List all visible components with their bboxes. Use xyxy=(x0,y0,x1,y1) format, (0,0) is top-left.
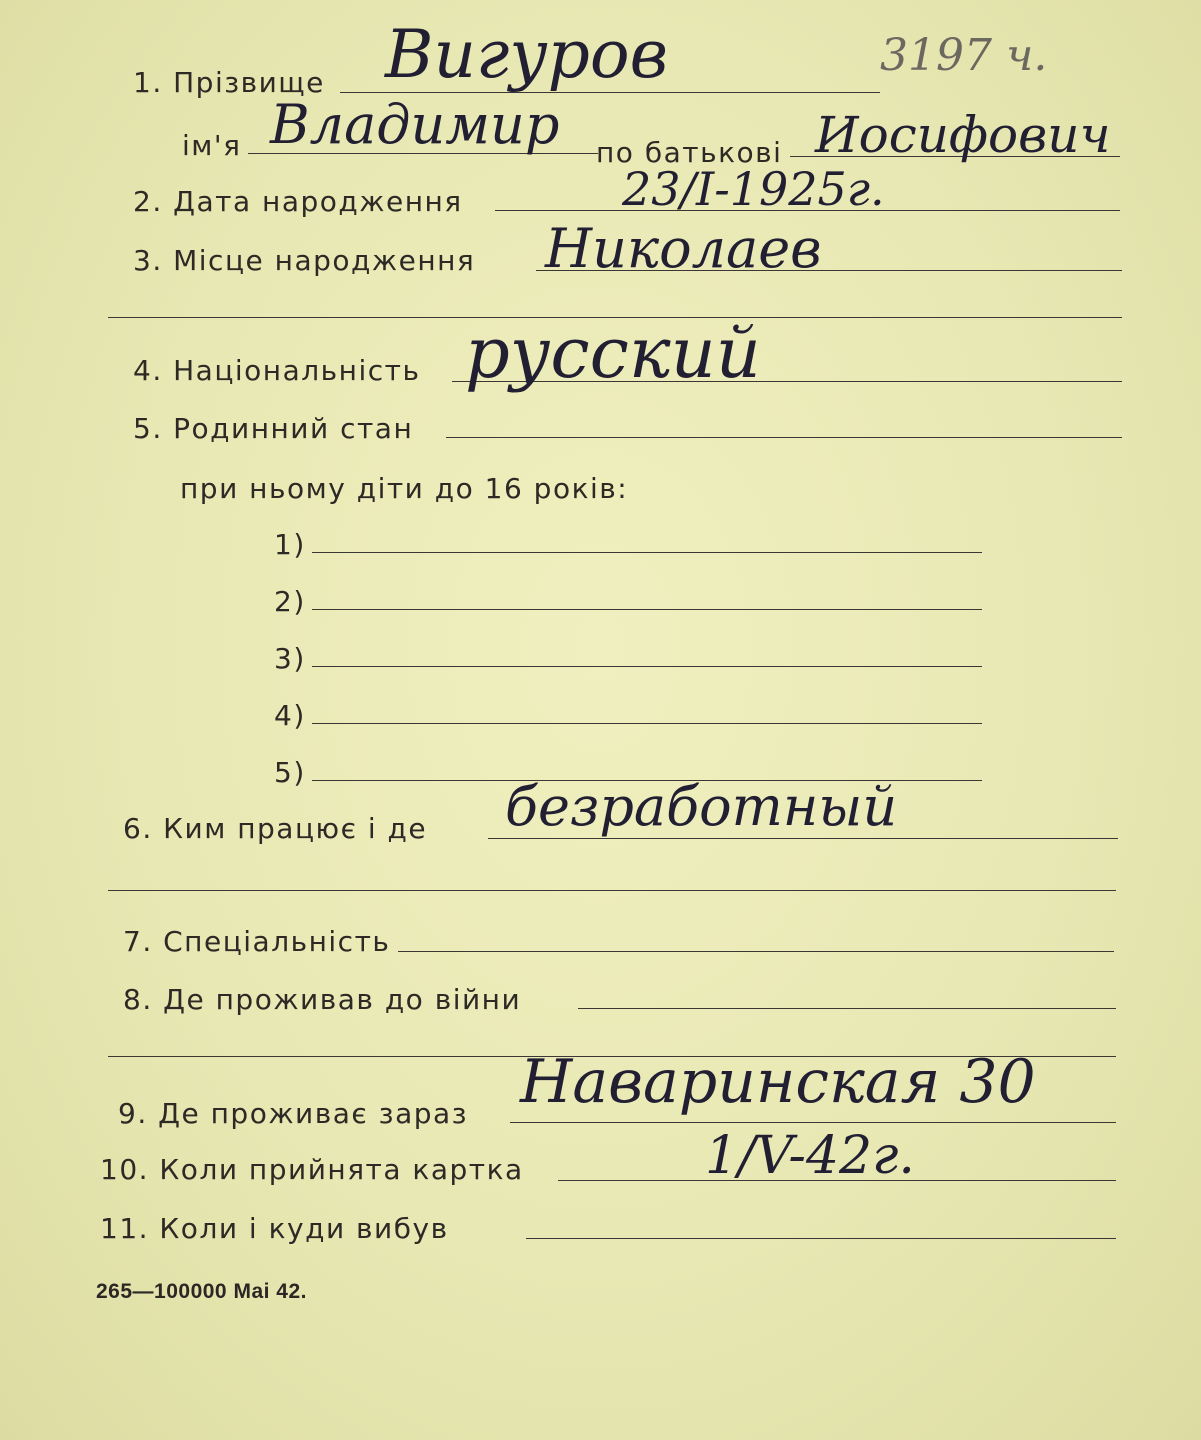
label-prewar-address: 8. Де проживав до війни xyxy=(123,983,522,1016)
label-surname: 1. Прізвище xyxy=(133,66,325,99)
handwritten-nationality: русский xyxy=(465,312,761,394)
line-departure xyxy=(526,1238,1116,1239)
label-child-3: 3) xyxy=(274,642,306,675)
handwritten-current-address: Наваринская 30 xyxy=(520,1047,1036,1117)
label-birth-date: 2. Дата народження xyxy=(133,185,463,218)
label-child-4: 4) xyxy=(274,699,306,732)
label-departure: 11. Коли і куди вибув xyxy=(100,1212,449,1245)
label-nationality: 4. Національність xyxy=(133,354,421,387)
label-family-status: 5. Родинний стан xyxy=(133,412,414,445)
line-child-1 xyxy=(312,552,982,553)
line-child-2 xyxy=(312,609,982,610)
line-work-2 xyxy=(108,890,1116,891)
handwritten-card-date: 1/V-42г. xyxy=(705,1126,915,1186)
label-work: 6. Ким працює і де xyxy=(123,812,428,845)
handwritten-archive-number: 3197 ч. xyxy=(880,30,1048,81)
handwritten-surname: Вигуров xyxy=(385,16,669,93)
line-work xyxy=(488,838,1118,839)
label-current-address: 9. Де проживає зараз xyxy=(118,1097,469,1130)
line-prewar-address xyxy=(578,1008,1116,1009)
label-name: ім'я xyxy=(182,129,242,162)
handwritten-birth-place: Николаев xyxy=(545,217,822,280)
label-child-1: 1) xyxy=(274,528,306,561)
printer-imprint: 265—100000 Mai 42. xyxy=(96,1280,307,1303)
label-birth-place: 3. Місце народження xyxy=(133,244,476,277)
label-child-5: 5) xyxy=(274,756,306,789)
line-child-3 xyxy=(312,666,982,667)
line-current-address xyxy=(510,1122,1116,1123)
line-specialty xyxy=(398,951,1114,952)
label-patronymic: по батькові xyxy=(596,136,783,169)
label-specialty: 7. Спеціальність xyxy=(123,925,391,958)
handwritten-work: безработный xyxy=(505,775,898,838)
label-card-date: 10. Коли прийнята картка xyxy=(100,1153,524,1186)
label-children: при ньому діти до 16 років: xyxy=(180,472,629,505)
line-family-status xyxy=(446,437,1122,438)
label-child-2: 2) xyxy=(274,585,306,618)
handwritten-patronymic: Иосифович xyxy=(815,106,1111,164)
handwritten-name: Владимир xyxy=(270,93,560,156)
handwritten-birth-date: 23/I-1925г. xyxy=(622,162,885,216)
line-child-4 xyxy=(312,723,982,724)
